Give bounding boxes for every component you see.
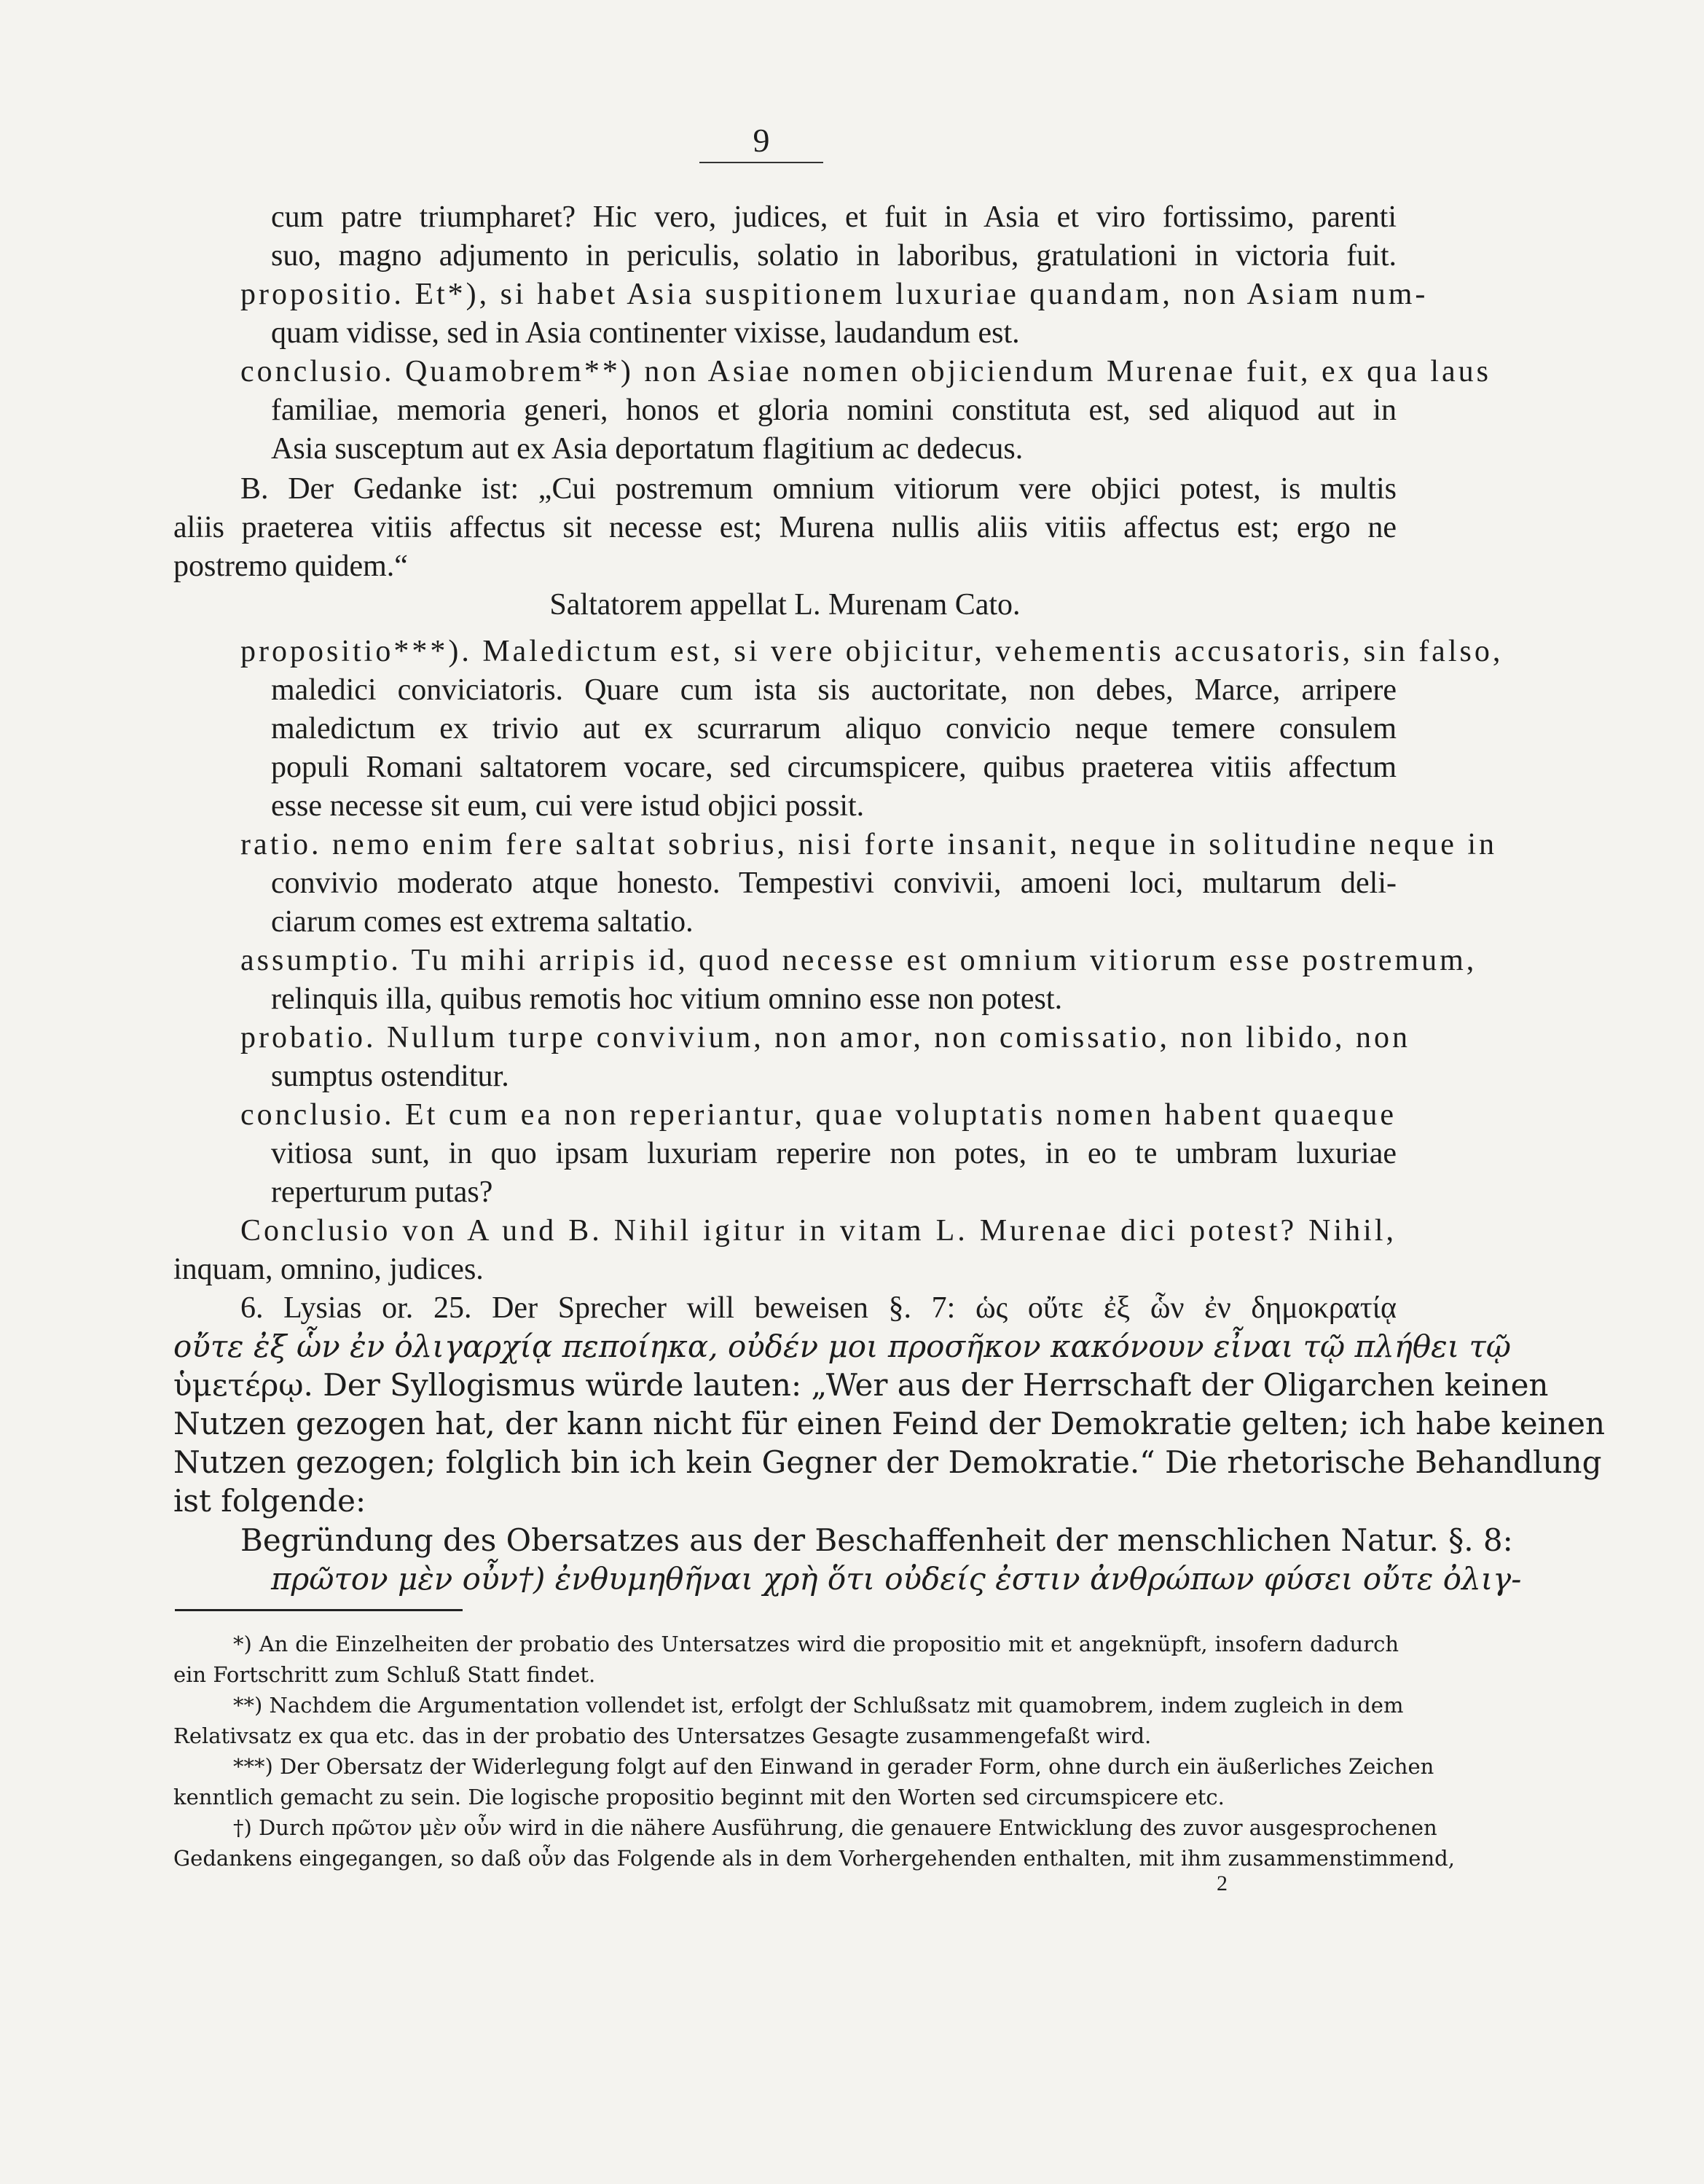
text-line: 6. Lysias or. 25. Der Sprecher will beweisen §. 7: ὡς οὔτε ἐξ ὧν ἐν δημοκρατίᾳ: [240, 1291, 1397, 1325]
text-line: convivio moderato atque honesto. Tempestivi convivii, amoeni loci, multarum deli-: [271, 866, 1397, 900]
text-line: propositio. Et*), si habet Asia suspitionem luxuriae quandam, non Asiam num-: [240, 278, 1429, 311]
text-line: postremo quidem.“: [173, 549, 408, 583]
text-line: Begründung des Obersatzes aus der Beschaffenheit der menschlichen Natur. §. 8:: [240, 1522, 1513, 1558]
text-line: populi Romani saltatorem vocare, sed circumspicere, quibus praeterea vitiis affectum: [271, 751, 1397, 784]
text-line: quam vidisse, sed in Asia continenter vixisse, laudandum est.: [271, 316, 1020, 350]
text-line: vitiosa sunt, in quo ipsam luxuriam reperire non potes, in eo te umbram luxuriae: [271, 1137, 1397, 1170]
text-line: ratio. nemo enim fere saltat sobrius, nisi forte insanit, neque in solitudine neque in: [240, 828, 1498, 861]
text-line: conclusio. Et cum ea non reperiantur, quae voluptatis nomen habent quaeque: [240, 1098, 1397, 1132]
text-line: πρῶτον μὲν οὖν†) ἐνθυμηθῆναι χρὴ ὅτι οὐδείς ἐστιν ἀνθρώπων φύσει οὔτε ὀλιγ-: [271, 1561, 1522, 1597]
footnote-line: *) An die Einzelheiten der probatio des Untersatzes wird die propositio mit et angeknüpft, insofern dadurch: [233, 1632, 1399, 1656]
text-line: B. Der Gedanke ist: „Cui postremum omnium vitiorum vere objici potest, is multis: [240, 472, 1397, 506]
text-line: relinquis illa, quibus remotis hoc vitium omnino esse non potest.: [271, 982, 1063, 1016]
section-heading: Saltatorem appellat L. Murenam Cato.: [549, 588, 1021, 622]
page-number: 9: [753, 122, 770, 159]
footnote-line: Relativsatz ex qua etc. das in der probatio des Untersatzes Gesagte zusammengefaßt wird.: [173, 1723, 1152, 1748]
text-line: suo, magno adjumento in periculis, solatio in laboribus, gratulationi in victoria fuit.: [271, 239, 1397, 273]
text-line: ciarum comes est extrema saltatio.: [271, 905, 694, 939]
footnote-line: ***) Der Obersatz der Widerlegung folgt auf den Einwand in gerader Form, ohne durch ein äußerliches Zeichen: [233, 1754, 1434, 1779]
text-line: Asia susceptum aut ex Asia deportatum flagitium ac dedecus.: [271, 432, 1024, 466]
text-line: Conclusio von A und B. Nihil igitur in vitam L. Murenae dici potest? Nihil,: [240, 1214, 1397, 1248]
text-line: familiae, memoria generi, honos et gloria nomini constituta est, sed aliquod aut in: [271, 394, 1397, 427]
footnote-rule: [175, 1609, 463, 1611]
text-line: maledici conviciatoris. Quare cum ista sis auctoritate, non debes, Marce, arripere: [271, 673, 1397, 707]
text-line: assumptio. Tu mihi arripis id, quod necesse est omnium vitiorum esse postremum,: [240, 944, 1477, 977]
text-line: cum patre triumpharet? Hic vero, judices, et fuit in Asia et viro fortissimo, parenti: [271, 200, 1397, 234]
text-line: inquam, omnino, judices.: [173, 1253, 484, 1286]
footnote-line: †) Durch πρῶτον μὲν οὖν wird in die nähere Ausführung, die genauere Entwicklung des zuvor ausgesprochenen: [233, 1815, 1437, 1840]
signature-mark: 2: [1217, 1871, 1228, 1895]
page-number-rule: [699, 162, 823, 163]
footnote-line: **) Nachdem die Argumentation vollendet ist, erfolgt der Schlußsatz mit quamobrem, indem zugleich in dem: [233, 1693, 1404, 1718]
text-line: οὔτε ἐξ ὧν ἐν ὀλιγαρχίᾳ πεποίηκα, οὐδέν μοι προσῆκον κακόνουν εἶναι τῷ πλήθει τῷ: [173, 1328, 1512, 1364]
text-line: esse necesse sit eum, cui vere istud objici possit.: [271, 789, 865, 823]
text-line: probatio. Nullum turpe convivium, non amor, non comissatio, non libido, non: [240, 1021, 1411, 1054]
text-line: sumptus ostenditur.: [271, 1060, 509, 1093]
text-line: Nutzen gezogen; folglich bin ich kein Gegner der Demokratie.“ Die rhetorische Behandlung: [173, 1444, 1602, 1480]
footnote-line: kenntlich gemacht zu sein. Die logische propositio beginnt mit den Worten sed circumspicere etc.: [173, 1785, 1225, 1809]
text-line: ὑμετέρῳ. Der Syllogismus würde lauten: „Wer aus der Herrschaft der Oligarchen keinen: [173, 1367, 1549, 1403]
footnote-line: Gedankens eingegangen, so daß οὖν das Folgende als in dem Vorhergehenden enthalten, mit ihm zusammenstimmend,: [173, 1846, 1455, 1871]
text-line: conclusio. Quamobrem**) non Asiae nomen objiciendum Murenae fuit, ex qua laus: [240, 355, 1491, 388]
text-line: aliis praeterea vitiis affectus sit necesse est; Murena nullis aliis vitiis affectus est; ergo ne: [173, 511, 1397, 544]
footnote-line: ein Fortschritt zum Schluß Statt findet.: [173, 1662, 596, 1687]
text-line: propositio***). Maledictum est, si vere objicitur, vehementis accusatoris, sin falso,: [240, 635, 1504, 668]
text-line: maledictum ex trivio aut ex scurrarum aliquo convicio neque temere consulem: [271, 712, 1397, 745]
text-line: reperturum putas?: [271, 1175, 493, 1209]
text-line: Nutzen gezogen hat, der kann nicht für einen Feind der Demokratie gelten; ich habe keinen: [173, 1406, 1606, 1441]
text-line: ist folgende:: [173, 1483, 366, 1519]
